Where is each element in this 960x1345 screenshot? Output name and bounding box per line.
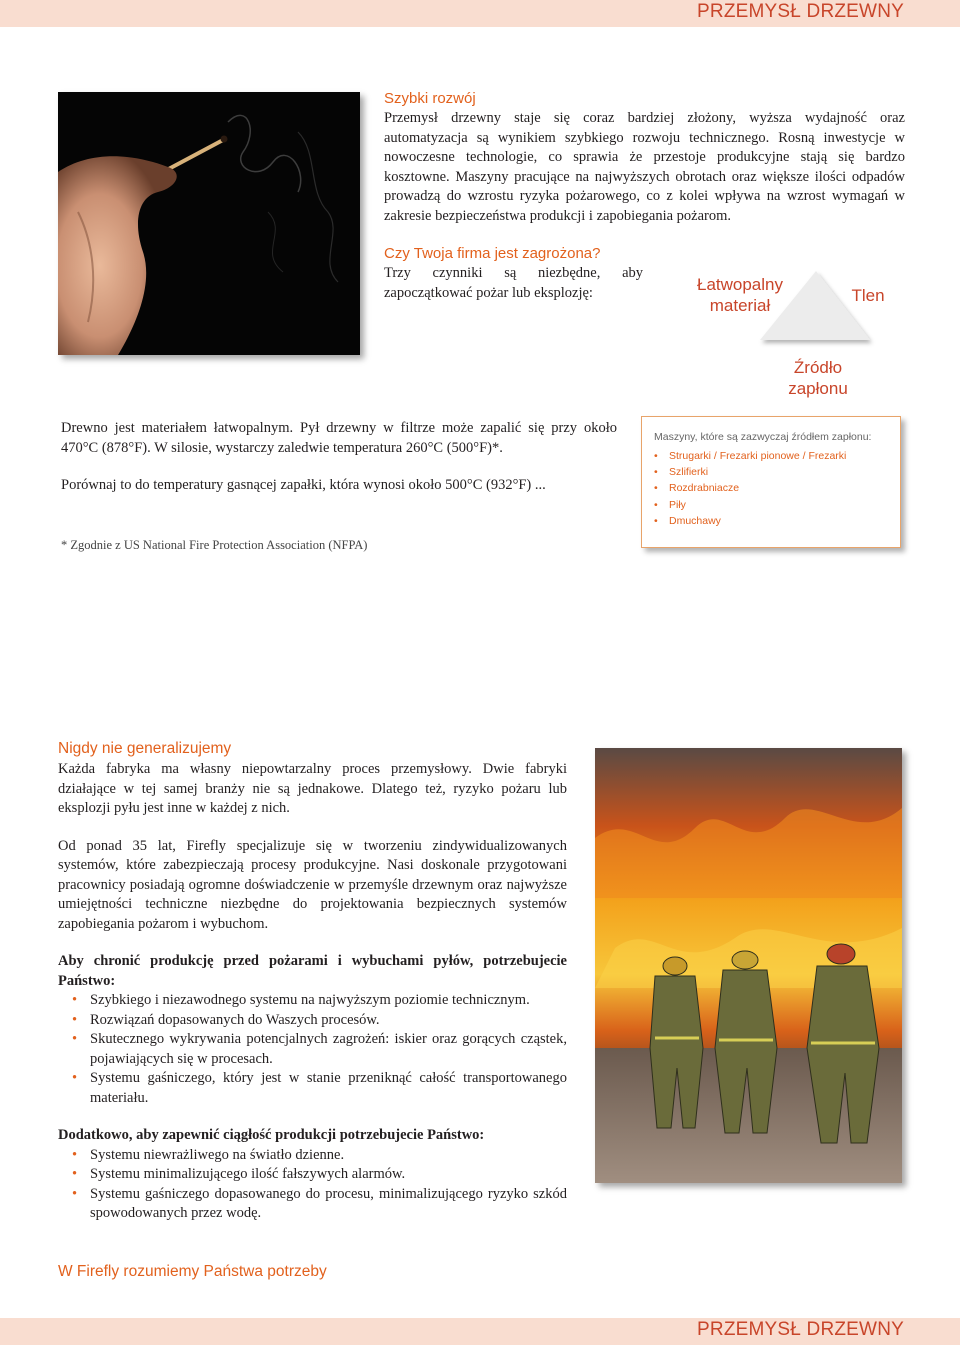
bullet: • <box>72 1185 78 1202</box>
bullet: • <box>654 514 658 527</box>
needs-list <box>58 991 567 1108</box>
bullet: • <box>72 1166 78 1182</box>
generalize-paragraph-2: Od ponad 35 lat, Firefly specjalizuje się w tworzeniu zindywidualizowanych systemów, które zabezpieczają procesy produkcyjne. Nasi doskonale przygotowani pracownicy posiadają ogromne doświadczenie w przemyśle drzewnym oraz najwyższe umiejętności techniczne niezbędne do projektowania bezpiecznych systemów zapobiegania pożarom i wybuchom. <box>58 837 567 932</box>
extra-heading: Dodatkowo, aby zapewnić ciągłość produkcji potrzebujecie Państwo: <box>58 1127 485 1143</box>
section-text-risk <box>384 264 643 303</box>
bullet: • <box>72 992 78 1008</box>
triangle-label-oxygen: Tlen <box>851 286 885 305</box>
bullet: • <box>72 1146 78 1163</box>
match-photo <box>58 92 360 355</box>
list-item: • Szybkiego i niezawodnego systemu na najwyższym poziomie technicznym. <box>58 991 567 1011</box>
list-item: • Rozdrabniacze <box>654 480 846 496</box>
header-title: PRZEMYSŁ DRZEWNY <box>697 1 904 22</box>
list-item: • Systemu niewrażliwego na światło dzienne. <box>58 1146 567 1166</box>
wood-line-2: Porównaj to do temperatury gasnącej zapałki, która wynosi około 500°C (932°F) ... <box>61 477 546 493</box>
list-item: • Dmuchawy <box>654 513 846 529</box>
section-heading-growth: Szybki rozwój <box>384 90 476 107</box>
list-item: • Skutecznego wykrywania potencjalnych zagrożeń: iskier oraz gorących cząstek, pojawiających się w procesach. <box>72 1031 567 1067</box>
machines-box <box>641 416 901 548</box>
machines-box-title: Maszyny, które są zazwyczaj źródłem zapłonu: <box>654 431 872 443</box>
list-item: • Systemu minimalizującego ilość fałszywych alarmów. <box>58 1165 567 1185</box>
firefighters-photo <box>595 748 902 1183</box>
list-item: • Szlifierki <box>654 464 846 480</box>
footer-title: PRZEMYSŁ DRZEWNY <box>697 1319 904 1340</box>
triangle-label-ignition: Źródło zapłonu <box>788 358 848 398</box>
list-item: • Systemu gaśniczego dopasowanego do procesu, minimalizującego ryzyko szkód spowodowanych przez wodę. <box>72 1185 567 1221</box>
section-text-growth <box>384 109 905 226</box>
bullet: • <box>72 1070 78 1086</box>
footer-band <box>0 1318 960 1345</box>
machines-list <box>654 448 846 529</box>
triangle-label-fuel: Łatwopalny materiał <box>696 275 783 315</box>
growth-paragraph: Przemysł drzewny staje się coraz bardziej złożony, wyższa wydajność oraz automatyzacja są wynikiem szybkiego rozwoju technicznego. Rosną inwestycje w nowoczesne technologie, co sprawia że przestoje produkcyjne stają się bardzo kosztowne. Maszyny pracujące na najwyższych obrotach oraz większe ilości odpadów prowadzą do wzrostu ryzyka pożarowego, co z kolei wpływa na wzrost wymagań w zakresie bezpieczeństwa produkcji i zapobiegania pożarom. <box>384 110 905 224</box>
section-heading-generalize: Nigdy nie generalizujemy <box>58 740 232 757</box>
bullet: • <box>654 450 658 462</box>
bullet: • <box>654 498 658 511</box>
list-item: • Rozwiązań dopasowanych do Waszych procesów. <box>58 1011 567 1031</box>
risk-paragraph: Trzy czynniki są niezbędne, aby zapoczątkować pożar lub eksplozję: <box>384 265 643 301</box>
bullet: • <box>72 1031 78 1047</box>
footnote: * Zgodnie z US National Fire Protection Association (NFPA) <box>61 538 368 552</box>
closing-line: W Firefly rozumiemy Państwa potrzeby <box>58 1263 327 1280</box>
list-item: • Systemu gaśniczego, który jest w stanie przeniknąć całość transportowanego materiału. <box>72 1070 567 1106</box>
bullet: • <box>654 482 658 495</box>
header-band <box>0 0 960 27</box>
wood-line-1: Drewno jest materiałem łatwopalnym. Pył drzewny w filtrze może zapalić się przy około 470°C (878°F). W silosie, wystarczy zaledwie temperatura 260°C (500°F)*. <box>61 420 617 456</box>
wood-info <box>61 419 617 496</box>
generalize-paragraph-1: Każda fabryka ma własny niepowtarzalny proces przemysłowy. Dwie fabryki działające w tej samej branży nie są jednakowe. Dlatego też, ryzyko pożaru lub eksplozji pyłu jest inne w każdej z nich. <box>58 761 567 816</box>
needs-heading: Aby chronić produkcję przed pożarami i wybuchami pyłów, potrzebujecie Państwo: <box>58 953 567 989</box>
list-item: • Piły <box>654 497 846 513</box>
list-item: • Strugarki / Frezarki pionowe / Frezarki <box>654 448 846 464</box>
section-text-generalize <box>58 760 567 1224</box>
section-heading-risk: Czy Twoja firma jest zagrożona? <box>384 245 601 262</box>
bullet: • <box>654 466 658 479</box>
bullet: • <box>72 1011 78 1028</box>
extra-list <box>58 1146 567 1224</box>
